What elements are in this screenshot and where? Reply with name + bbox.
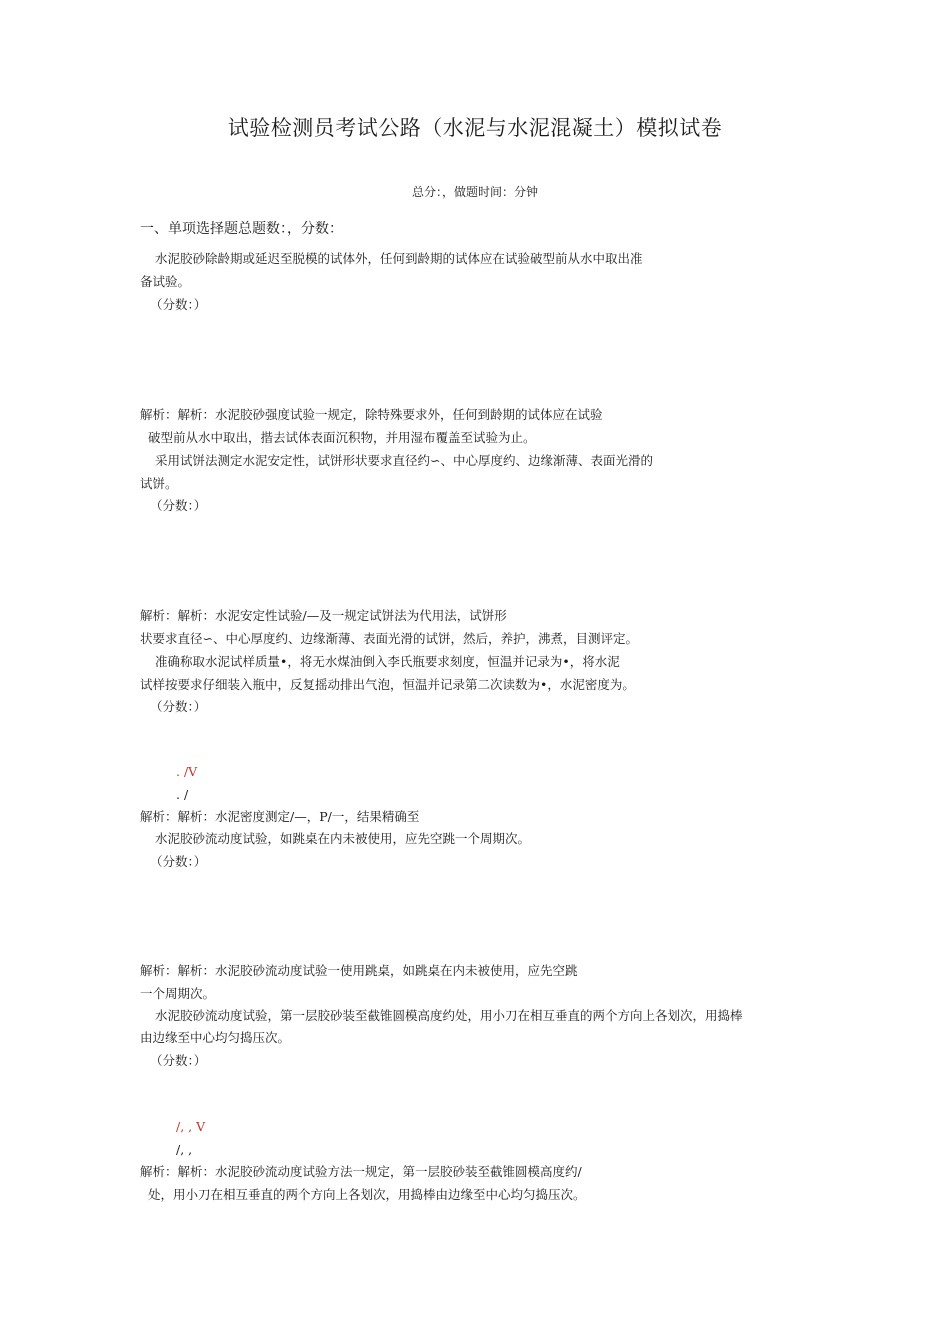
question-4-analysis-line-2: 一个周期次。 <box>140 986 216 1001</box>
question-3-option-2: . / <box>176 787 189 802</box>
page-title: 试验检测员考试公路（水泥与水泥混凝土）模拟试卷 <box>227 116 723 140</box>
question-5-analysis-line-2: 处，用小刀在相互垂直的两个方向上各划次，用捣棒由边缘至中心均匀捣压次。 <box>148 1187 586 1202</box>
question-1-analysis-line-2: 破型前从水中取出，揩去试体表面沉积物，并用湿布覆盖至试验为止。 <box>148 430 536 445</box>
question-4-stem-line-1: 水泥胶砂流动度试验，如跳桌在内未被使用，应先空跳一个周期次。 <box>155 831 531 846</box>
question-1-analysis-line-1: 解析：解析：水泥胶砂强度试验一规定，除特殊要求外，任何到龄期的试体应在试验 <box>140 407 603 422</box>
question-5-option-2: /, , <box>176 1142 193 1157</box>
question-3-analysis-line-1: 解析：解析：水泥密度测定/—，P/一，结果精确至 <box>140 809 420 824</box>
question-2-stem-line-1: 采用试饼法测定水泥安定性，试饼形状要求直径约∽、中心厚度约、边缘渐薄、表面光滑的 <box>155 453 653 468</box>
question-5-stem-line-2: 由边缘至中心均匀捣压次。 <box>140 1030 291 1045</box>
question-5-score: （分数：） <box>150 1053 207 1068</box>
question-3-stem-line-1: 准确称取水泥试样质量•，将无水煤油倒入李氏瓶要求刻度，恒温并记录为•，将水泥 <box>155 654 620 669</box>
question-4-analysis-line-1: 解析：解析：水泥胶砂流动度试验一使用跳桌，如跳桌在内未被使用，应先空跳 <box>140 963 578 978</box>
exam-info: 总分：，做题时间：分钟 <box>411 185 538 199</box>
question-4-score: （分数：） <box>150 854 207 869</box>
question-3-stem-line-2: 试样按要求仔细装入瓶中，反复摇动排出气泡，恒温并记录第二次读数为•，水泥密度为。 <box>140 677 635 692</box>
section-heading: 一、单项选择题总题数：，分数： <box>140 221 343 237</box>
question-2-analysis-line-2: 状要求直径∽、中心厚度约、边缘渐薄、表面光滑的试饼，然后，养护，沸煮，目测评定。 <box>140 631 638 646</box>
question-2-stem-line-2: 试饼。 <box>140 476 178 491</box>
question-5-stem-line-1: 水泥胶砂流动度试验，第一层胶砂装至截锥圆模高度约处，用小刀在相互垂直的两个方向上各划次，用捣棒 <box>155 1008 743 1023</box>
question-1-score: （分数：） <box>150 297 207 312</box>
question-1-stem-line-1: 水泥胶砂除龄期或延迟至脱模的试体外，任何到龄期的试体应在试验破型前从水中取出准 <box>155 251 643 266</box>
question-5-option-1: /, , V <box>176 1119 206 1134</box>
question-2-score: （分数：） <box>150 498 207 513</box>
question-5-analysis-line-1: 解析：解析：水泥胶砂流动度试验方法一规定，第一层胶砂装至截锥圆模高度约/ <box>140 1164 582 1179</box>
question-1-stem-line-2: 备试验。 <box>140 274 191 289</box>
question-3-option-1: . /V <box>176 764 198 779</box>
question-2-analysis-line-1: 解析：解析：水泥安定性试验/—及一规定试饼法为代用法，试饼形 <box>140 608 507 623</box>
question-3-score: （分数：） <box>150 699 207 714</box>
